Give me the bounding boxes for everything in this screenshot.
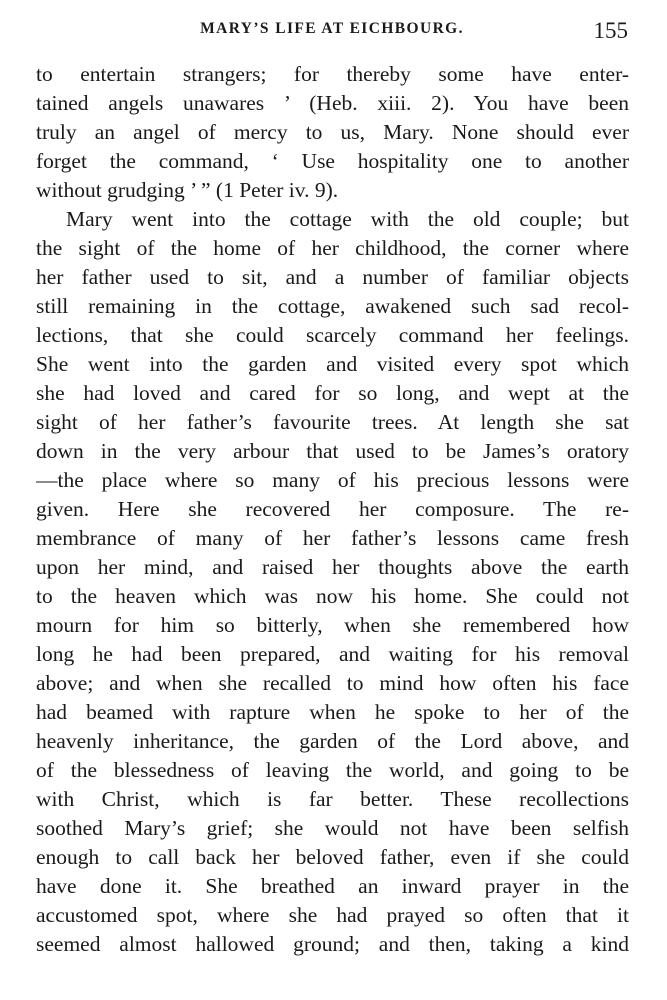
running-title: MARY’S LIFE AT EICHBOURG. xyxy=(200,20,464,37)
text-line: given. Here she recovered her composure. The re- xyxy=(36,497,629,521)
text-line: sight of her father’s favourite trees. At length she sat xyxy=(36,410,629,434)
text-line: forget the command, ‘ Use hospitality one to another xyxy=(36,149,629,173)
text-line: the sight of the home of her childhood, the corner where xyxy=(36,236,629,260)
text-line: above; and when she recalled to mind how often his face xyxy=(36,671,629,695)
text-line: to the heaven which was now his home. She could not xyxy=(36,584,629,608)
text-line: accustomed spot, where she had prayed so often that it xyxy=(36,903,629,927)
page-number: 155 xyxy=(593,18,628,43)
text-line: —the place where so many of his precious lessons were xyxy=(36,468,629,492)
text-line: down in the very arbour that used to be James’s oratory xyxy=(36,439,629,463)
body-text xyxy=(36,60,629,959)
text-line: to entertain strangers; for thereby some have enter- xyxy=(36,62,629,86)
text-line: her father used to sit, and a number of familiar objects xyxy=(36,265,629,289)
text-line: lections, that she could scarcely command her feelings. xyxy=(36,323,629,347)
text-line: have done it. She breathed an inward prayer in the xyxy=(36,874,629,898)
text-line: truly an angel of mercy to us, Mary. None should ever xyxy=(36,120,629,144)
text-line: membrance of many of her father’s lessons came fresh xyxy=(36,526,629,550)
text-line: of the blessedness of leaving the world, and going to be xyxy=(36,758,629,782)
text-line: still remaining in the cottage, awakened such sad recol- xyxy=(36,294,629,318)
running-head xyxy=(36,18,628,48)
text-line: She went into the garden and visited every spot which xyxy=(36,352,629,376)
text-line: had beamed with rapture when he spoke to her of the xyxy=(36,700,629,724)
text-line: mourn for him so bitterly, when she remembered how xyxy=(36,613,629,637)
text-line: without grudging ’ ” (1 Peter iv. 9). xyxy=(36,178,339,202)
text-line: seemed almost hallowed ground; and then, taking a kind xyxy=(36,932,629,956)
text-line: heavenly inheritance, the garden of the Lord above, and xyxy=(36,729,629,753)
text-line: soothed Mary’s grief; she would not have been selfish xyxy=(36,816,629,840)
text-line: long he had been prepared, and waiting for his removal xyxy=(36,642,629,666)
text-line: with Christ, which is far better. These recollections xyxy=(36,787,629,811)
text-line: she had loved and cared for so long, and wept at the xyxy=(36,381,629,405)
text-line: tained angels unawares ’ (Heb. xiii. 2). You have been xyxy=(36,91,629,115)
text-line: upon her mind, and raised her thoughts above the earth xyxy=(36,555,629,579)
text-line: enough to call back her beloved father, even if she could xyxy=(36,845,629,869)
paragraph-first-line: Mary went into the cottage with the old couple; but xyxy=(66,207,629,231)
